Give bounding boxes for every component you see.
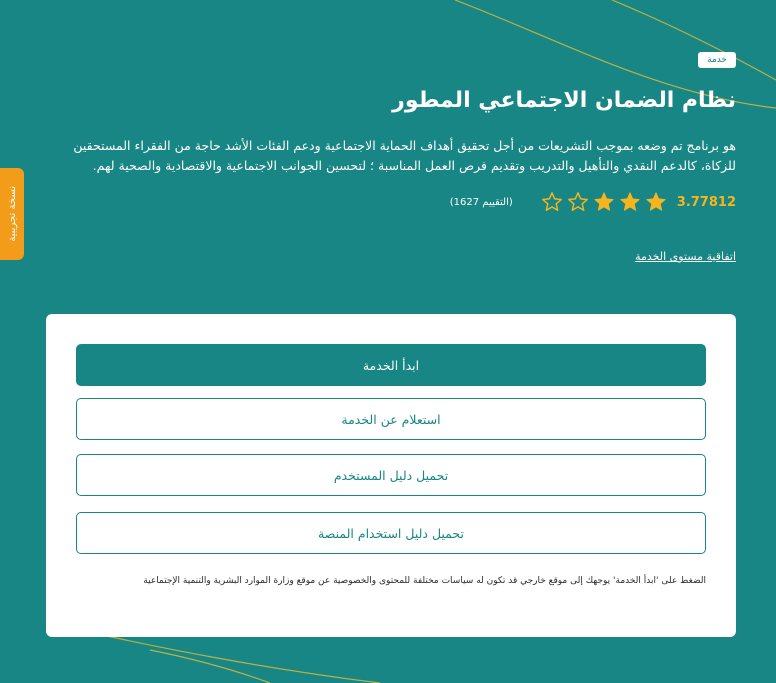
service-description: هو برنامج تم وضعه بموجب التشريعات من أجل تحقيق أهداف الحماية الاجتماعية ودعم الفئات الأشد حاجة من الفقراء المستحقين للزكاة، كالدعم النقدي والتأهيل والتدريب وتقديم فرص العمل المناسبة ؛ لتحسين الجوانب الاجتماعية والاقتصادية والصحية لهم.: [73, 138, 736, 173]
rating-stars[interactable]: [541, 191, 667, 213]
rating-value: 3.77812: [676, 194, 736, 210]
star-filled-icon[interactable]: [645, 191, 667, 213]
user-guide-download-button[interactable]: تحميل دليل المستخدم: [76, 454, 706, 496]
star-empty-icon[interactable]: [567, 191, 589, 213]
page-title: نظام الضمان الاجتماعي المطور: [392, 88, 736, 113]
star-empty-icon[interactable]: [541, 191, 563, 213]
star-filled-icon[interactable]: [593, 191, 615, 213]
service-rating: [450, 190, 736, 214]
rating-count: (التقييم 1627): [449, 196, 513, 208]
service-actions-card: [46, 314, 736, 637]
service-type-badge: خدمة: [698, 52, 736, 68]
platform-guide-download-button[interactable]: تحميل دليل استخدام المنصة: [76, 512, 706, 554]
external-site-note: الضغط على 'ابدأ الخدمة' يوجهك إلى موقع خارجي قد تكون له سياسات مختلفة للمحتوى والخصوصية عن موقع وزارة الموارد البشرية والتنمية الإجتماعية: [143, 576, 706, 586]
star-filled-icon[interactable]: [619, 191, 641, 213]
beta-version-label: نسخة تجريبية: [6, 186, 18, 242]
start-service-button[interactable]: ابدأ الخدمة: [76, 344, 706, 386]
beta-version-tab[interactable]: [0, 168, 24, 260]
sla-link[interactable]: اتفاقية مستوى الخدمة: [635, 250, 736, 263]
inquiry-button[interactable]: استعلام عن الخدمة: [76, 398, 706, 440]
